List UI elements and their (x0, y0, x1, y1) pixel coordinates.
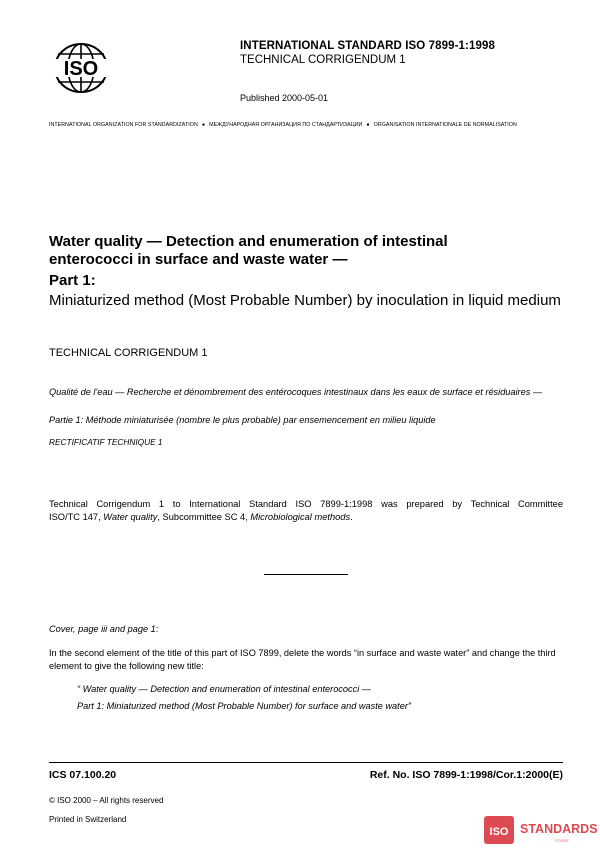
stamp-sub: STORE (555, 838, 569, 843)
instruction-paragraph: In the second element of the title of this part of ISO 7899, delete the words “in surface and waste water” and change the third element to give the following new title: (49, 648, 556, 671)
french-part-title: Partie 1: Méthode miniaturisée (nombre le plus probable) par ensemencement en milieu liquide (49, 415, 436, 425)
part-heading: Part 1: (49, 272, 96, 289)
org-name-fr: ORGANISATION INTERNATIONALE DE NORMALISATION (373, 122, 517, 128)
french-title: Qualité de l'eau — Recherche et dénombrement des entérocoques intestinaux dans les eaux de surface et résiduaires — (49, 387, 543, 397)
section-divider (264, 574, 348, 575)
printed-in: Printed in Switzerland (49, 815, 127, 824)
preparation-line-1: Technical Corrigendum 1 to International Standard ISO 7899-1:1998 was prepared by Technical Committee (49, 499, 563, 509)
cover-reference-text: Cover, page iii and page 1 (49, 624, 156, 634)
stamp-word: STANDARDS (520, 822, 598, 836)
preparation-end: . (350, 512, 353, 522)
french-rectificatif: RECTIFICATIF TECHNIQUE 1 (49, 437, 163, 447)
iso-standards-store-stamp (482, 812, 600, 849)
organization-names: INTERNATIONAL ORGANIZATION FOR STANDARDIZATION ● МЕЖДУНАРОДНАЯ ОРГАНИЗАЦИЯ ПО СТАНДАРТИЗАЦИИ ● ORGANISATION INTERNATIONALE DE NORMALISATION (49, 122, 517, 128)
part-description: Miniaturized method (Most Probable Number) by inoculation in liquid medium (49, 292, 561, 309)
cover-reference-colon: : (155, 624, 159, 634)
reference-number: Ref. No. ISO 7899-1:1998/Cor.1:2000(E) (369, 769, 563, 781)
iso-logo (46, 40, 116, 96)
corrigendum-title: TECHNICAL CORRIGENDUM 1 (49, 347, 208, 359)
footer-rule (49, 762, 563, 763)
new-title-line-1: “ Water quality — Detection and enumeration of intestinal enterococci — (77, 684, 371, 694)
standard-id: INTERNATIONAL STANDARD ISO 7899-1:1998 (240, 40, 495, 52)
iso-logo-text: ISO (63, 58, 99, 80)
published-date: Published 2000-05-01 (240, 93, 329, 103)
document-title: Water quality — Detection and enumeration of intestinal enterococci in surface and waste water — (49, 233, 448, 268)
preparation-tc: ISO/TC 147, (49, 512, 104, 522)
new-title-line-2: Part 1: Miniaturized method (Most Probable Number) for surface and waste water” (77, 701, 411, 711)
preparation-sc: , Subcommittee SC 4, (157, 512, 251, 522)
ics-code: ICS 07.100.20 (49, 769, 117, 781)
org-name-ru: МЕЖДУНАРОДНАЯ ОРГАНИЗАЦИЯ ПО СТАНДАРТИЗАЦИИ (209, 122, 363, 128)
corrigendum-label: TECHNICAL CORRIGENDUM 1 (240, 54, 406, 66)
copyright-notice: © ISO 2000 – All rights reserved (49, 796, 164, 805)
stamp-badge-text: ISO (489, 826, 509, 838)
preparation-water-quality: Water quality (103, 512, 158, 522)
cover-reference (49, 624, 158, 634)
preparation-micro-methods: Microbiological methods (250, 512, 351, 522)
preparation-paragraph (49, 498, 563, 524)
org-name-en: INTERNATIONAL ORGANIZATION FOR STANDARDIZATION (49, 122, 198, 128)
